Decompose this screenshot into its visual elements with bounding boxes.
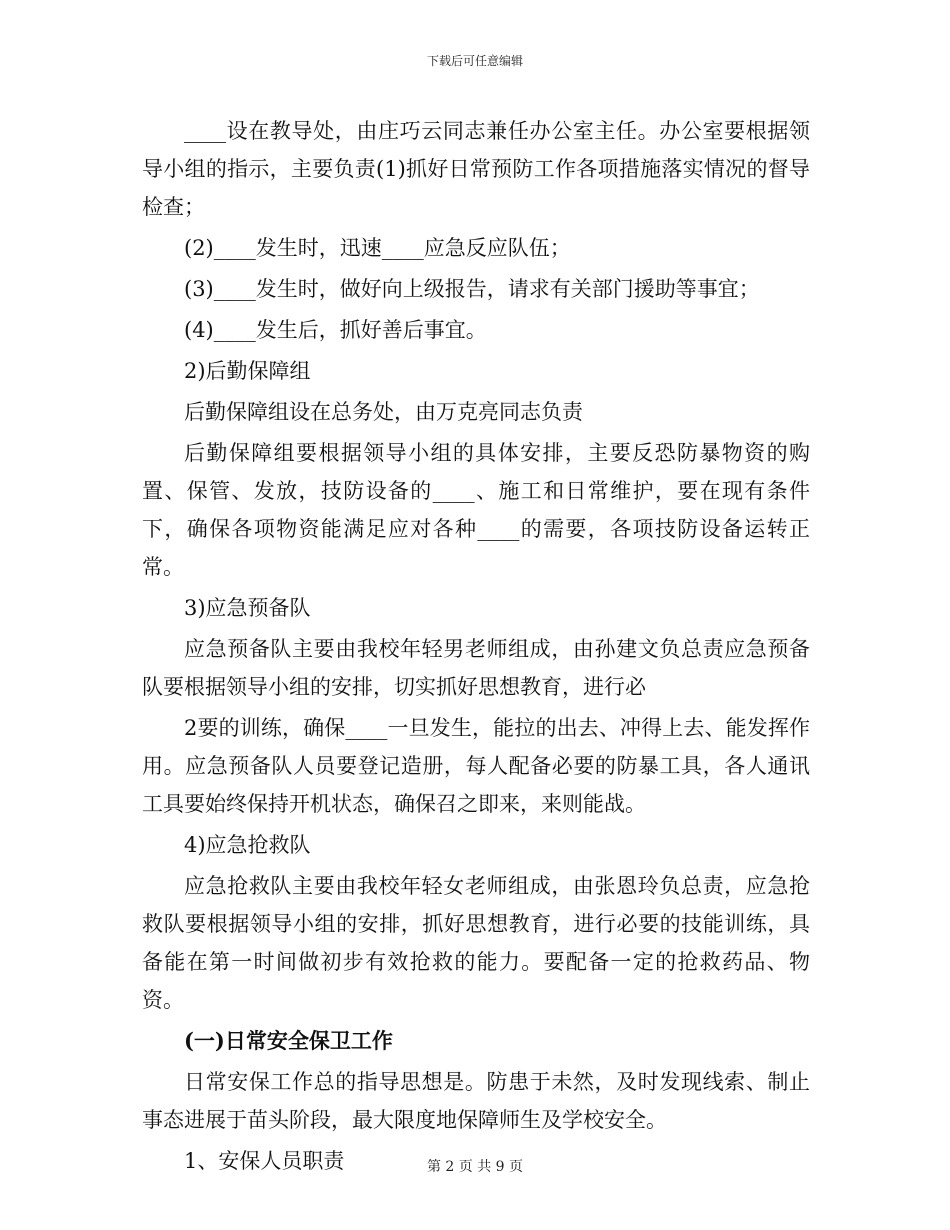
paragraph-item-3: (3)____发生时，做好向上级报告，请求有关部门援助等事宜； [184,277,760,301]
section-heading-logistics: 2)后勤保障组 [184,359,311,383]
section-heading-rescue-team: 4)应急抢救队 [184,833,311,857]
section-heading-reserve-team: 3)应急预备队 [184,596,311,620]
section-heading-staff-duties: 1、安保人员职责 [184,1149,345,1173]
section-heading-daily-security: (一)日常安全保卫工作 [184,1028,393,1053]
paragraph-daily-security: 日常安保工作总的指导思想是。防患于未然，及时发现线索、制止事态进展于苗头阶段，最大限度地保障师生及学校安全。 [142,1070,810,1132]
page-number-footer: 第 2 页 共 9 页 [426,1159,524,1175]
document-body [142,112,810,1180]
paragraph-item-4: (4)____发生后，抓好善后事宜。 [184,318,487,342]
paragraph-office-duties: ____设在教导处，由庄巧云同志兼任办公室主任。办公室要根据领导小组的指示，主要负责(1)抓好日常预防工作各项措施落实情况的督导检查； [142,119,810,219]
paragraph-reserve-team-1: 应急预备队主要由我校年轻男老师组成，由孙建文负总责应急预备队要根据领导小组的安排，切实抓好思想教育，进行必 [142,637,810,699]
page-header: 下载后可任意编辑 [426,54,523,68]
paragraph-rescue-team: 应急抢救队主要由我校年轻女老师组成，由张恩玲负总责，应急抢救队要根据领导小组的安排，抓好思想教育，进行必要的技能训练，具备能在第一时间做初步有效抢救的能力。要配备一定的抢救药品、物资。 [142,874,810,1012]
paragraph-item-2: (2)____发生时，迅速____应急反应队伍； [184,236,571,260]
paragraph-logistics-duties: 后勤保障组要根据领导小组的具体安排，主要反恐防暴物资的购置、保管、发放，技防设备的____、施工和日常维护，要在现有条件下，确保各项物资能满足应对各种____的需要，各项技防设备运转正常。 [142,441,810,579]
paragraph-logistics-location: 后勤保障组设在总务处，由万克亮同志负责 [184,400,583,424]
paragraph-reserve-team-2: 2要的训练，确保____一旦发生，能拉的出去、冲得上去、能发挥作用。应急预备队人员要登记造册，每人配备必要的防暴工具，各人通讯工具要始终保持开机状态，确保召之即来，来则能战。 [142,716,810,816]
